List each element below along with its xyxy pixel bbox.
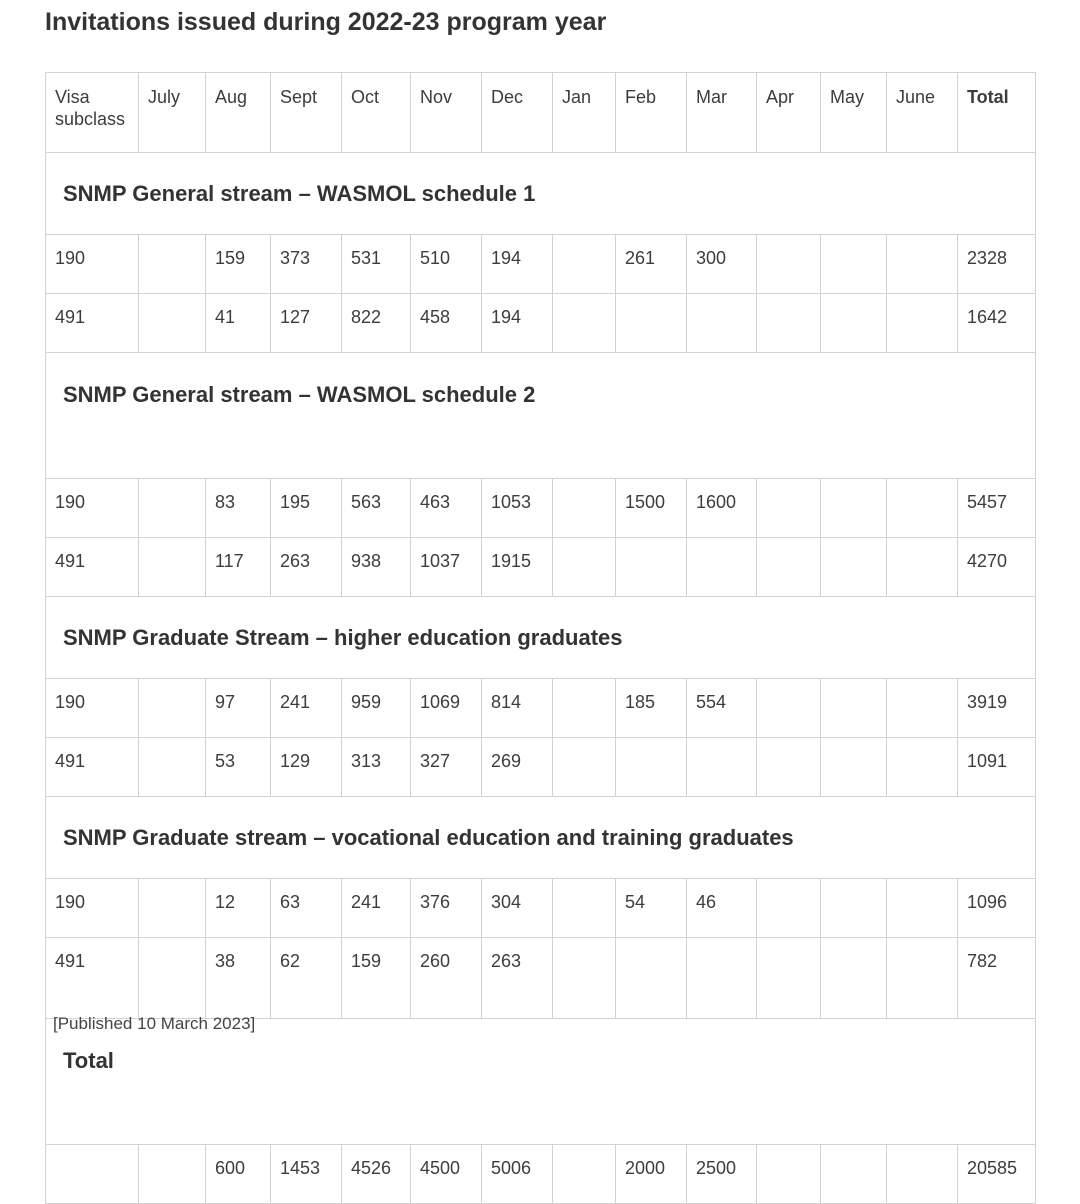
month-value-cell: 12 [206,879,271,938]
visa-subclass-cell [46,1145,139,1204]
header-row [46,73,1036,153]
visa-subclass-cell: 491 [46,738,139,797]
month-value-cell [139,1145,206,1204]
column-header: Jan [553,73,616,153]
month-value-cell [553,738,616,797]
month-value-cell: 194 [482,235,553,294]
month-value-cell [887,938,958,1019]
month-value-cell: 300 [687,235,757,294]
visa-subclass-cell: 190 [46,235,139,294]
month-value-cell [821,879,887,938]
month-value-cell [757,538,821,597]
month-value-cell [887,538,958,597]
section-heading-row [46,597,1036,679]
column-header: June [887,73,958,153]
visa-subclass-cell: 491 [46,538,139,597]
month-value-cell: 159 [342,938,411,1019]
month-value-cell: 600 [206,1145,271,1204]
row-total-cell: 2328 [958,235,1036,294]
month-value-cell [139,679,206,738]
table-row [46,235,1036,294]
section-heading-row [46,1019,1036,1145]
month-value-cell [139,938,206,1019]
visa-subclass-cell: 190 [46,879,139,938]
table-row [46,294,1036,353]
month-value-cell: 304 [482,879,553,938]
section-heading: SNMP Graduate stream – vocational education and training graduates [46,797,1036,879]
month-value-cell [616,294,687,353]
column-header: Visa subclass [46,73,139,153]
column-header: July [139,73,206,153]
month-value-cell: 194 [482,294,553,353]
month-value-cell [139,879,206,938]
column-header: Mar [687,73,757,153]
month-value-cell [139,538,206,597]
month-value-cell [553,538,616,597]
row-total-cell: 1096 [958,879,1036,938]
month-value-cell [757,479,821,538]
month-value-cell: 195 [271,479,342,538]
row-total-cell: 1642 [958,294,1036,353]
column-header: Oct [342,73,411,153]
page-title: Invitations issued during 2022-23 program year [45,8,607,36]
month-value-cell [757,294,821,353]
month-value-cell [553,235,616,294]
month-value-cell: 127 [271,294,342,353]
month-value-cell: 376 [411,879,482,938]
month-value-cell: 261 [616,235,687,294]
table-body [46,153,1036,1204]
section-heading: SNMP General stream – WASMOL schedule 1 [46,153,1036,235]
row-total-cell: 782 [958,938,1036,1019]
month-value-cell [757,235,821,294]
month-value-cell [757,1145,821,1204]
column-header: Sept [271,73,342,153]
column-header: May [821,73,887,153]
month-value-cell: 241 [271,679,342,738]
table-row [46,879,1036,938]
month-value-cell: 463 [411,479,482,538]
month-value-cell: 313 [342,738,411,797]
month-value-cell: 38 [206,938,271,1019]
month-value-cell [757,679,821,738]
invitations-table [45,72,1036,1204]
month-value-cell: 2500 [687,1145,757,1204]
month-value-cell: 117 [206,538,271,597]
month-value-cell [553,879,616,938]
section-heading: SNMP General stream – WASMOL schedule 2 [46,353,1036,479]
month-value-cell: 41 [206,294,271,353]
month-value-cell [887,479,958,538]
month-value-cell [887,294,958,353]
section-heading-row [46,797,1036,879]
month-value-cell: 938 [342,538,411,597]
month-value-cell [887,679,958,738]
month-value-cell: 46 [687,879,757,938]
month-value-cell [553,938,616,1019]
month-value-cell [887,1145,958,1204]
month-value-cell: 814 [482,679,553,738]
month-value-cell: 1915 [482,538,553,597]
month-value-cell [821,538,887,597]
month-value-cell [757,879,821,938]
month-value-cell: 822 [342,294,411,353]
row-total-cell: 3919 [958,679,1036,738]
month-value-cell: 241 [342,879,411,938]
visa-subclass-cell: 491 [46,938,139,1019]
month-value-cell: 563 [342,479,411,538]
month-value-cell [821,938,887,1019]
month-value-cell [887,235,958,294]
section-heading-row [46,153,1036,235]
month-value-cell: 129 [271,738,342,797]
month-value-cell: 4500 [411,1145,482,1204]
month-value-cell: 4526 [342,1145,411,1204]
month-value-cell [757,738,821,797]
column-header: Aug [206,73,271,153]
month-value-cell: 1053 [482,479,553,538]
month-value-cell: 53 [206,738,271,797]
month-value-cell: 63 [271,879,342,938]
month-value-cell [887,879,958,938]
section-heading: SNMP Graduate Stream – higher education graduates [46,597,1036,679]
month-value-cell [139,479,206,538]
visa-subclass-cell: 190 [46,479,139,538]
month-value-cell [687,538,757,597]
month-value-cell [553,479,616,538]
row-total-cell: 5457 [958,479,1036,538]
month-value-cell [821,738,887,797]
month-value-cell: 458 [411,294,482,353]
month-value-cell: 263 [482,938,553,1019]
month-value-cell [553,1145,616,1204]
row-total-cell: 20585 [958,1145,1036,1204]
month-value-cell: 185 [616,679,687,738]
table-row [46,679,1036,738]
month-value-cell: 260 [411,938,482,1019]
month-value-cell: 1500 [616,479,687,538]
column-header: Dec [482,73,553,153]
month-value-cell [553,294,616,353]
month-value-cell [821,235,887,294]
month-value-cell [687,294,757,353]
month-value-cell: 1069 [411,679,482,738]
published-note: [Published 10 March 2023] [53,1014,256,1033]
month-value-cell: 327 [411,738,482,797]
month-value-cell [139,235,206,294]
row-total-cell: 4270 [958,538,1036,597]
row-total-cell: 1091 [958,738,1036,797]
month-value-cell: 263 [271,538,342,597]
month-value-cell [139,738,206,797]
month-value-cell: 1600 [687,479,757,538]
table-row [46,738,1036,797]
column-header: Nov [411,73,482,153]
table-row [46,938,1036,1019]
column-header-total: Total [958,73,1036,153]
visa-subclass-cell: 491 [46,294,139,353]
table-row [46,479,1036,538]
month-value-cell [821,294,887,353]
table-row [46,538,1036,597]
month-value-cell: 510 [411,235,482,294]
month-value-cell [757,938,821,1019]
month-value-cell [139,294,206,353]
month-value-cell: 959 [342,679,411,738]
month-value-cell [616,538,687,597]
month-value-cell [553,679,616,738]
section-heading-row [46,353,1036,479]
month-value-cell: 54 [616,879,687,938]
month-value-cell: 2000 [616,1145,687,1204]
column-header: Apr [757,73,821,153]
month-value-cell: 554 [687,679,757,738]
month-value-cell: 531 [342,235,411,294]
month-value-cell: 159 [206,235,271,294]
month-value-cell: 62 [271,938,342,1019]
month-value-cell [821,679,887,738]
table-row [46,1145,1036,1204]
month-value-cell [687,738,757,797]
month-value-cell [687,938,757,1019]
month-value-cell [616,738,687,797]
month-value-cell: 5006 [482,1145,553,1204]
month-value-cell: 1453 [271,1145,342,1204]
month-value-cell [887,738,958,797]
month-value-cell [821,1145,887,1204]
section-heading: Total [46,1019,1036,1145]
month-value-cell [821,479,887,538]
month-value-cell: 269 [482,738,553,797]
visa-subclass-cell: 190 [46,679,139,738]
month-value-cell [616,938,687,1019]
month-value-cell: 1037 [411,538,482,597]
month-value-cell: 373 [271,235,342,294]
column-header: Feb [616,73,687,153]
month-value-cell: 83 [206,479,271,538]
month-value-cell: 97 [206,679,271,738]
